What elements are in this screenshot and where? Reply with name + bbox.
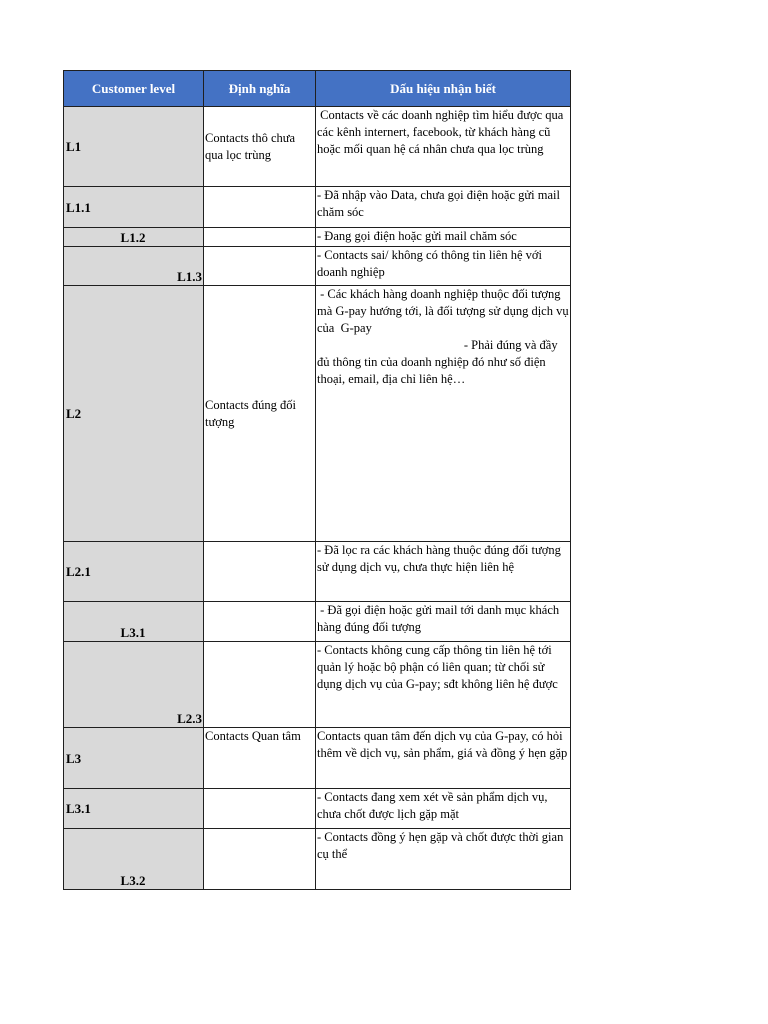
signs-cell[interactable]: Contacts quan tâm đến dịch vụ của G-pay, có hỏi thêm về dịch vụ, sản phẩm, giá và đồng ý hẹn gặp — [316, 728, 571, 789]
signs-cell[interactable]: - Contacts đồng ý hẹn gặp và chốt được thời gian cụ thể — [316, 829, 571, 890]
header-row — [64, 71, 571, 107]
definition-cell[interactable] — [204, 542, 316, 602]
level-cell[interactable]: L3.1 — [64, 789, 204, 829]
level-cell[interactable]: L2 — [64, 286, 204, 542]
definition-cell[interactable]: Contacts thô chưa qua lọc trùng — [204, 107, 316, 187]
table-row — [64, 228, 571, 247]
level-cell[interactable]: L1.3 — [64, 247, 204, 286]
definition-cell[interactable] — [204, 789, 316, 829]
table-row — [64, 642, 571, 728]
level-cell[interactable]: L2.3 — [64, 642, 204, 728]
signs-cell[interactable]: - Contacts sai/ không có thông tin liên hệ với doanh nghiệp — [316, 247, 571, 286]
definition-cell[interactable]: Contacts Quan tâm — [204, 728, 316, 789]
header-definition[interactable]: Định nghĩa — [204, 71, 316, 107]
table-row — [64, 107, 571, 187]
definition-cell[interactable] — [204, 602, 316, 642]
signs-cell[interactable]: - Đã lọc ra các khách hàng thuộc đúng đối tượng sử dụng dịch vụ, chưa thực hiện liên hệ — [316, 542, 571, 602]
level-cell[interactable]: L2.1 — [64, 542, 204, 602]
signs-cell[interactable]: - Đã gọi điện hoặc gửi mail tới danh mục khách hàng đúng đối tượng — [316, 602, 571, 642]
definition-cell[interactable] — [204, 642, 316, 728]
table-row — [64, 542, 571, 602]
signs-cell[interactable]: - Đang gọi điện hoặc gửi mail chăm sóc — [316, 228, 571, 247]
definition-cell[interactable] — [204, 187, 316, 228]
level-cell[interactable]: L3.2 — [64, 829, 204, 890]
table-row — [64, 728, 571, 789]
table-row — [64, 247, 571, 286]
signs-cell[interactable]: - Các khách hàng doanh nghiệp thuộc đối tượng mà G-pay hướng tới, là đối tượng sử dụng dịch vụ của G-pay - Phải đúng và đầy đủ thông tin của doanh nghiệp đó như số điện thoại, email, địa chỉ liên hệ… — [316, 286, 571, 542]
level-cell[interactable]: L1 — [64, 107, 204, 187]
signs-cell[interactable]: - Contacts đang xem xét về sản phẩm dịch vụ, chưa chốt được lịch gặp mặt — [316, 789, 571, 829]
level-cell[interactable]: L3.1 — [64, 602, 204, 642]
table-row — [64, 602, 571, 642]
level-cell[interactable]: L3 — [64, 728, 204, 789]
definition-cell[interactable]: Contacts đúng đối tượng — [204, 286, 316, 542]
signs-cell[interactable]: Contacts về các doanh nghiệp tìm hiểu được qua các kênh internert, facebook, từ khách hàng cũ hoặc mối quan hệ cá nhân chưa qua lọc trùng — [316, 107, 571, 187]
customer-level-table — [63, 70, 571, 890]
header-signs[interactable]: Dấu hiệu nhận biết — [316, 71, 571, 107]
table-row — [64, 187, 571, 228]
table-row — [64, 286, 571, 542]
level-cell[interactable]: L1.2 — [64, 228, 204, 247]
definition-cell[interactable] — [204, 829, 316, 890]
definition-cell[interactable] — [204, 247, 316, 286]
signs-cell[interactable]: - Đã nhập vào Data, chưa gọi điện hoặc gửi mail chăm sóc — [316, 187, 571, 228]
header-customer-level[interactable]: Customer level — [64, 71, 204, 107]
table-row — [64, 829, 571, 890]
table-row — [64, 789, 571, 829]
level-cell[interactable]: L1.1 — [64, 187, 204, 228]
definition-cell[interactable] — [204, 228, 316, 247]
signs-cell[interactable]: - Contacts không cung cấp thông tin liên hệ tới quản lý hoặc bộ phận có liên quan; từ chối sử dụng dịch vụ của G-pay; sđt không liên hệ được — [316, 642, 571, 728]
